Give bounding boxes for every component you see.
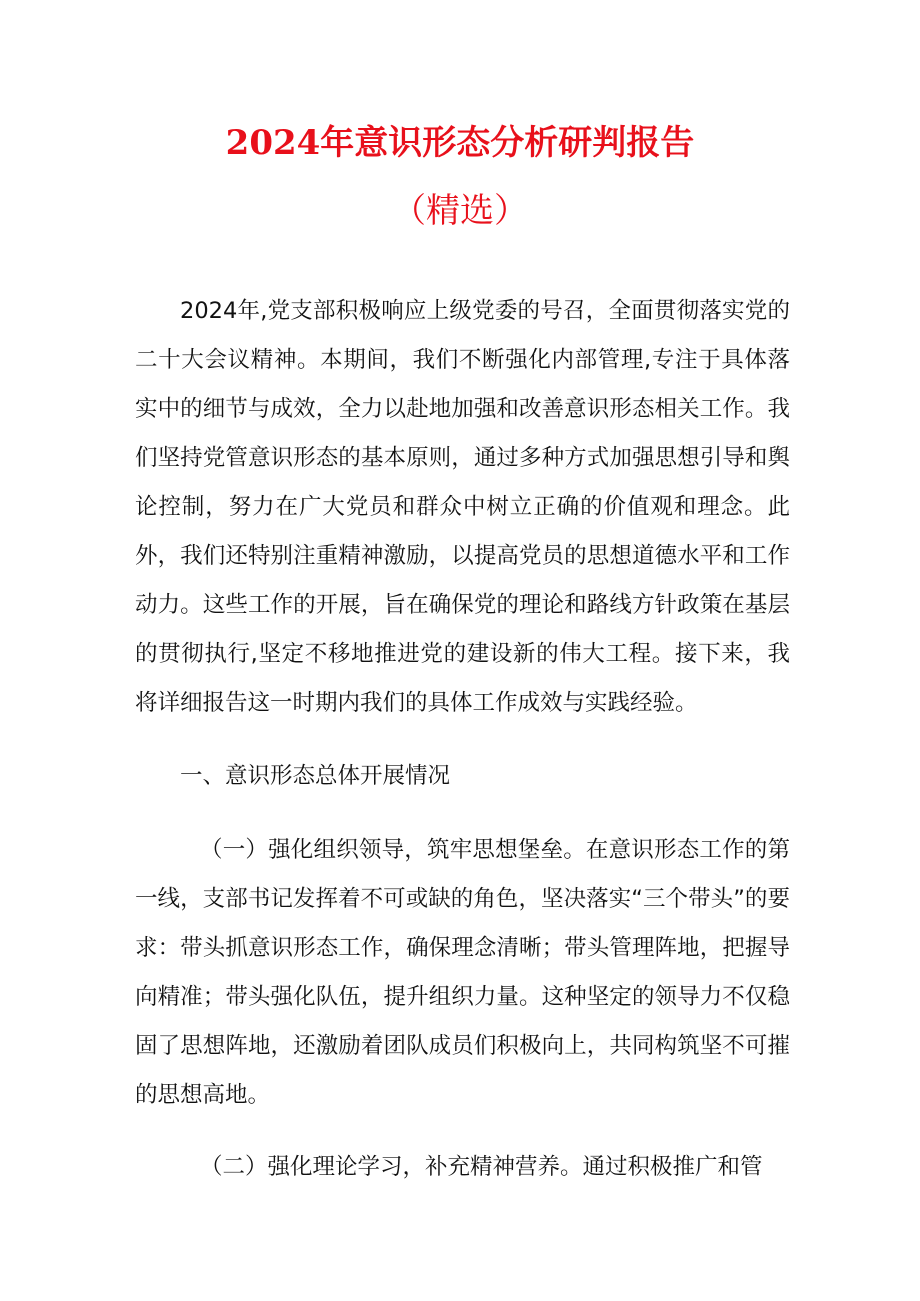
subsection-paragraph-1: （一）强化组织领导，筑牢思想堡垒。在意识形态工作的第一线，支部书记发挥着不可或缺的角色，坚决落实“三个带头”的要求：带头抓意识形态工作，确保理念清晰；带头管理阵地，把握导向精准；带头强化队伍，提升组织力量。这种坚定的领导力不仅稳固了思想阵地，还激励着团队成员们积极向上，共同构筑坚不可摧的思想高地。 bbox=[135, 837, 790, 1108]
section-heading: 一、意识形态总体开展情况 bbox=[180, 763, 451, 789]
document-subtitle: （精选） bbox=[392, 191, 528, 231]
intro-paragraph: 2024年,党支部积极响应上级党委的号召，全面贯彻落实党的二十大会议精神。本期间，我们不断强化内部管理,专注于具体落实中的细节与成效，全力以赴地加强和改善意识形态相关工作。我们坚持党管意识形态的基本原则，通过多种方式加强思想引导和舆论控制，努力在广大党员和群众中树立正确的价值观和理念。此外，我们还特别注重精神激励，以提高党员的思想道德水平和工作动力。这些工作的开展，旨在确保党的理论和路线方针政策在基层的贯彻执行,坚定不移地推进党的建设新的伟大工程。接下来，我将详细报告这一时期内我们的具体工作成效与实践经验。 bbox=[135, 298, 790, 716]
document-title: 2024年意识形态分析研判报告 bbox=[225, 123, 695, 163]
subsection-paragraph-2: （二）强化理论学习，补充精神营养。通过积极推广和管 bbox=[200, 1154, 763, 1180]
